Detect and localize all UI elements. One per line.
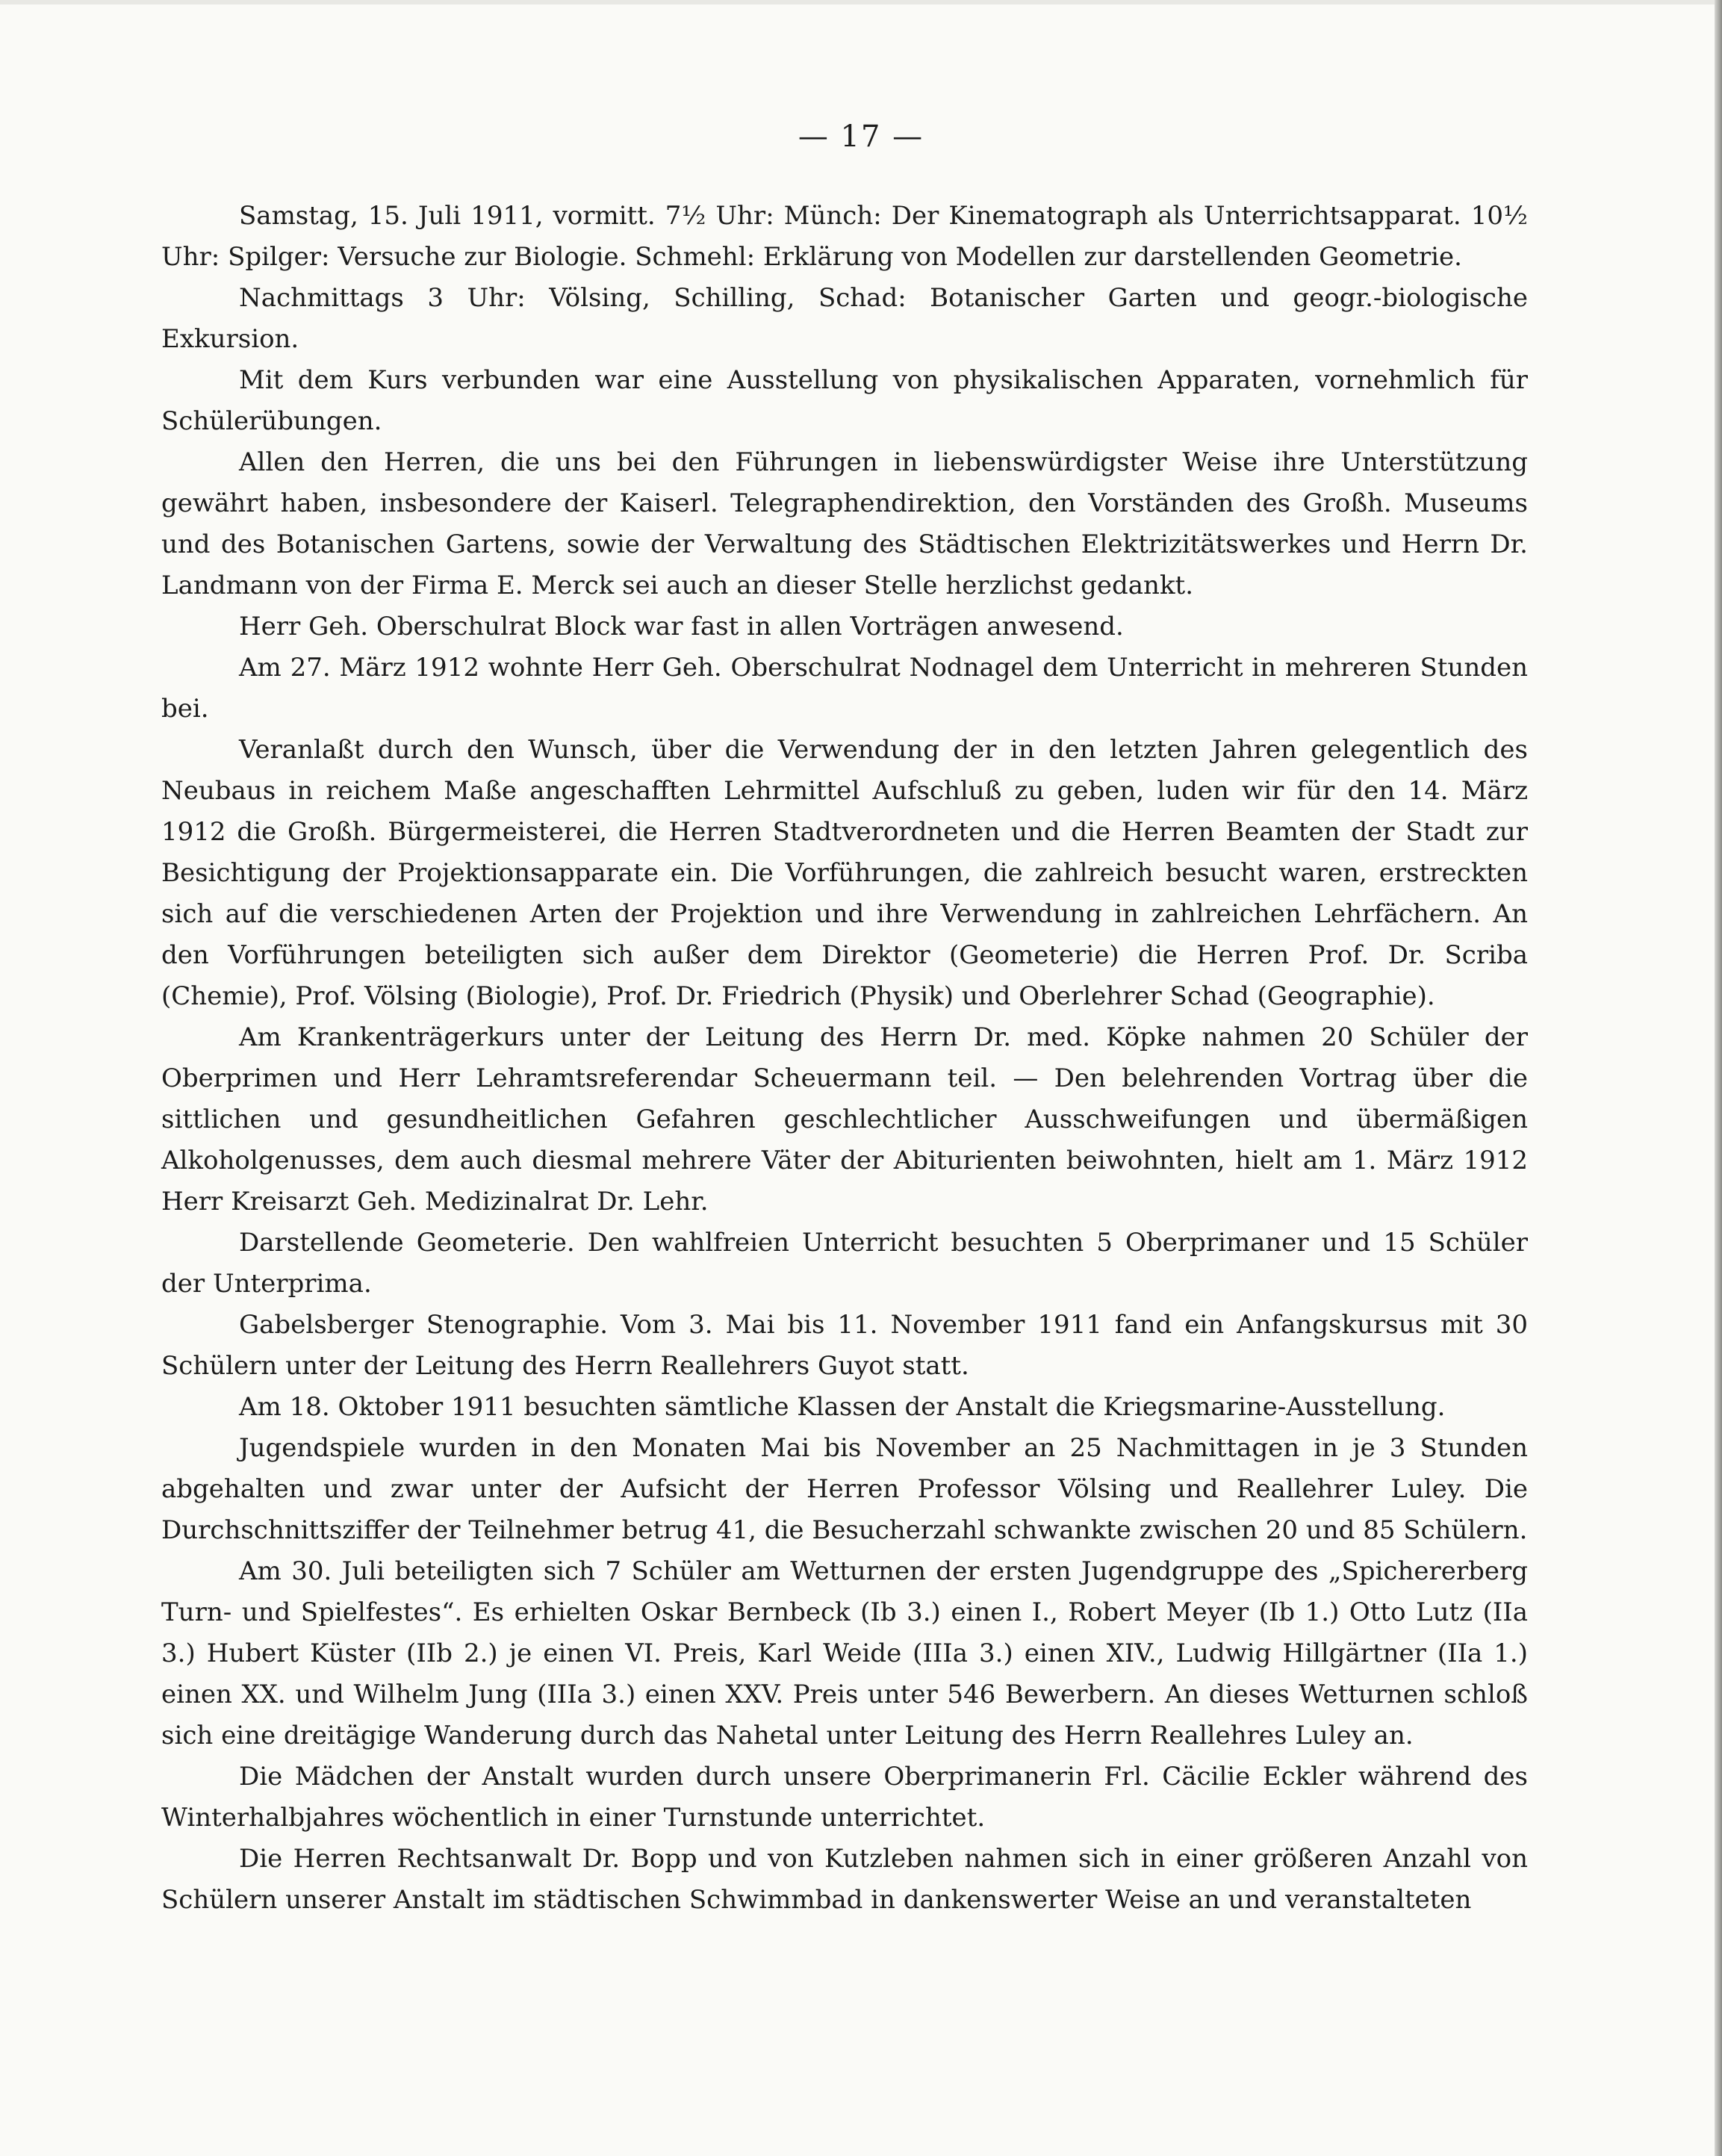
paragraph-stenography: Gabelsberger Stenographie. Vom 3. Mai bis 11. November 1911 fand ein Anfangskursus mit 30 Schülern unter der Leitung des Herrn Reallehrers Guyot statt.: [161, 1310, 1528, 1381]
paragraph-gymnastics-competition: Am 30. Juli beteiligten sich 7 Schüler am Wetturnen der ersten Jugendgruppe des „Spichererberg Turn- und Spielfestes“. Es erhielten Oskar Bernbeck (Ib 3.) einen I., Robert Meyer (Ib 1.) Otto Lutz (IIa 3.) Hubert Küster (IIb 2.) je einen VI. Preis, Karl Weide (IIIa 3.) einen XIV., Ludwig Hillgärtner (IIa 1.) einen XX. und Wilhelm Jung (IIIa 3.) einen XXV. Preis unter 546 Bewerbern. An dieses Wetturnen schloß sich eine dreitägige Wanderung durch das Nahetal unter Leitung des Herrn Reallehres Luley an.: [161, 1556, 1528, 1750]
page-top-edge: [0, 0, 1722, 4]
paragraph-girls-gymnastics: Die Mädchen der Anstalt wurden durch unsere Oberprimanerin Frl. Cäcilie Eckler während des Winterhalbjahres wöchentlich in einer Turnstunde unterrichtet.: [161, 1762, 1528, 1833]
paragraph-nodnagel-visit: Am 27. März 1912 wohnte Herr Geh. Oberschulrat Nodnagel dem Unterricht in mehreren Stunden bei.: [161, 653, 1528, 724]
paragraph-projection-demo: Veranlaßt durch den Wunsch, über die Verwendung der in den letzten Jahren gelegentlich des Neubaus in reichem Maße angeschafften Lehrmittel Aufschluß zu geben, luden wir für den 14. März 1912 die Großh. Bürgermeisterei, die Herren Stadtverordneten und die Herren Beamten der Stadt zur Besichtigung der Projektionsapparate ein. Die Vorführungen, die zahlreich besucht waren, erstreckten sich auf die verschiedenen Arten der Projektion und ihre Verwendung in zahlreichen Lehrfächern. An den Vorführungen beteiligten sich außer dem Direktor (Geometerie) die Herren Prof. Dr. Scriba (Chemie), Prof. Völsing (Biologie), Prof. Dr. Friedrich (Physik) und Oberlehrer Schad (Geographie).: [161, 735, 1528, 1011]
page-number: — 17 —: [798, 119, 924, 154]
paragraph-first-aid-course: Am Krankenträgerkurs unter der Leitung des Herrn Dr. med. Köpke nahmen 20 Schüler der Oberprimen und Herr Lehramtsreferendar Scheuermann teil. — Den belehrenden Vortrag über die sittlichen und gesundheitlichen Gefahren geschlechtlicher Ausschweifungen und übermäßigen Alkoholgenusses, dem auch diesmal mehrere Väter der Abiturienten beiwohnten, hielt am 1. März 1912 Herr Kreisarzt Geh. Medizinalrat Dr. Lehr.: [161, 1022, 1528, 1217]
paragraph-afternoon-excursion: Nachmittags 3 Uhr: Völsing, Schilling, Schad: Botanischer Garten und geogr.-biologische Exkursion.: [161, 283, 1528, 354]
paragraph-lecture-schedule: Samstag, 15. Juli 1911, vormitt. 7½ Uhr: Münch: Der Kinematograph als Unterrichtsapparat. 10½ Uhr: Spilger: Versuche zur Biologie. Schmehl: Erklärung von Modellen zur darstellenden Geometrie.: [161, 201, 1528, 272]
paragraph-block-attendance: Herr Geh. Oberschulrat Block war fast in allen Vorträgen anwesend.: [239, 612, 1124, 641]
paragraph-exhibition: Mit dem Kurs verbunden war eine Ausstellung von physikalischen Apparaten, vornehmlich für Schülerübungen.: [161, 365, 1528, 436]
body-text: [161, 196, 1528, 1921]
paragraph-acknowledgements: Allen den Herren, die uns bei den Führungen in liebenswürdigster Weise ihre Unterstützung gewährt haben, insbesondere der Kaiserl. Telegraphendirektion, den Vorständen des Großh. Museums und des Botanischen Gartens, sowie der Verwaltung des Städtischen Elektrizitätswerkes und Herrn Dr. Landmann von der Firma E. Merck sei auch an dieser Stelle herzlichst gedankt.: [161, 447, 1528, 600]
paragraph-navy-exhibition: Am 18. Oktober 1911 besuchten sämtliche Klassen der Anstalt die Kriegsmarine-Ausstellung.: [239, 1392, 1446, 1422]
page-right-edge: [1715, 0, 1722, 2156]
paragraph-youth-games: Jugendspiele wurden in den Monaten Mai bis November an 25 Nachmittagen in je 3 Stunden abgehalten und zwar unter der Aufsicht der Herren Professor Völsing und Reallehrer Luley. Die Durchschnittsziffer der Teilnehmer betrug 41, die Besucherzahl schwankte zwischen 20 und 85 Schülern.: [161, 1433, 1528, 1545]
paragraph-swimming: Die Herren Rechtsanwalt Dr. Bopp und von Kutzleben nahmen sich in einer größeren Anzahl von Schülern unserer Anstalt im städtischen Schwimmbad in dankenswerter Weise an und veranstalteten: [161, 1844, 1528, 1915]
paragraph-descriptive-geometry: Darstellende Geometerie. Den wahlfreien Unterricht besuchten 5 Oberprimaner und 15 Schüler der Unterprima.: [161, 1228, 1528, 1299]
